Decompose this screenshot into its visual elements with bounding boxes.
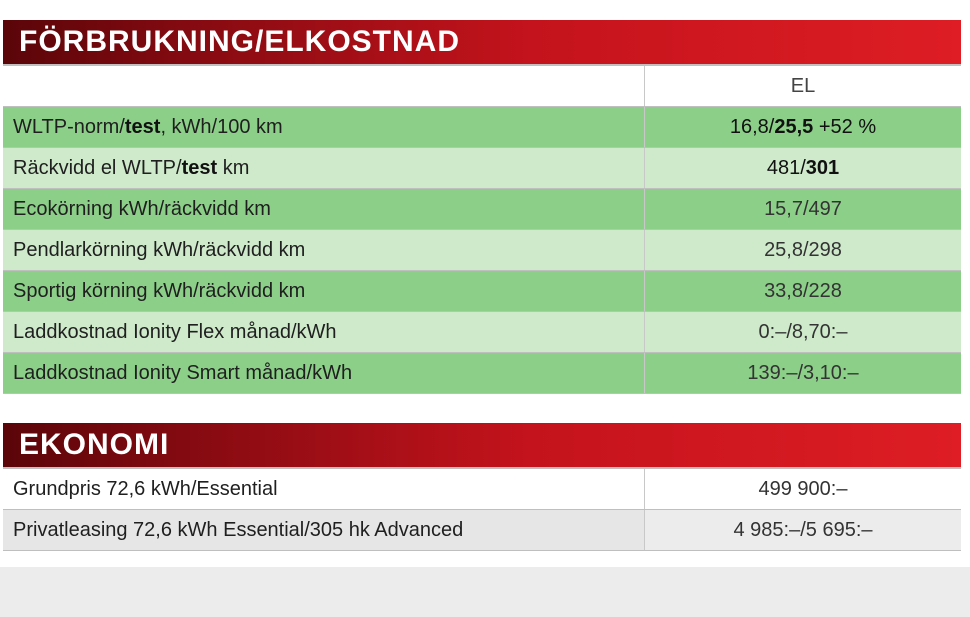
row-value-part: 481/ <box>766 156 806 179</box>
row-label: Laddkostnad Ionity Flex månad/kWh <box>3 312 644 352</box>
row-value-part: +52 % <box>813 115 877 138</box>
row-label-part: , kWh/100 km <box>160 115 283 138</box>
consumption-header <box>3 20 961 66</box>
table-row <box>3 510 961 551</box>
column-header-row <box>3 66 961 107</box>
row-value: 33,8/228 <box>644 271 961 311</box>
row-value-part: 16,8/ <box>729 115 775 138</box>
row-value: 25,8/298 <box>644 230 961 270</box>
bottom-margin <box>0 567 970 617</box>
row-label: Pendlarkörning kWh/räckvidd km <box>3 230 644 270</box>
table-row <box>3 271 961 312</box>
row-value: 0:–/8,70:– <box>644 312 961 352</box>
row-label: Privatleasing 72,6 kWh Essential/305 hk Advanced <box>13 518 464 541</box>
table-row <box>3 469 961 510</box>
row-label-part: km <box>217 156 250 179</box>
consumption-title: FÖRBRUKNING/ELKOSTNAD <box>19 25 460 58</box>
table-row <box>3 312 961 353</box>
row-label: Grundpris 72,6 kWh/Essential <box>13 477 278 500</box>
row-label-part: Räckvidd el WLTP/ <box>13 156 182 179</box>
column-header-el: EL <box>644 66 961 106</box>
row-label-part: WLTP-norm/ <box>13 115 125 138</box>
row-value <box>644 107 961 147</box>
row-value-bold: 301 <box>805 156 840 179</box>
row-label-bold: test <box>124 115 161 138</box>
table-row <box>3 189 961 230</box>
table-row <box>3 148 961 189</box>
row-value: 499 900:– <box>644 469 961 509</box>
row-value <box>644 148 961 188</box>
row-label-bold: test <box>181 156 218 179</box>
consumption-section <box>3 20 961 394</box>
economy-title: EKONOMI <box>19 428 170 461</box>
table-row <box>3 107 961 148</box>
row-label: Laddkostnad Ionity Smart månad/kWh <box>3 353 644 393</box>
row-label <box>3 148 644 188</box>
row-value: 4 985:–/5 695:– <box>644 510 961 550</box>
row-value: 15,7/497 <box>644 189 961 229</box>
economy-header <box>3 423 961 469</box>
economy-section <box>3 423 961 551</box>
table-row <box>3 230 961 271</box>
row-value: 139:–/3,10:– <box>644 353 961 393</box>
row-value-bold: 25,5 <box>774 115 814 138</box>
row-label <box>3 107 644 147</box>
table-row <box>3 353 961 394</box>
row-label: Sportig körning kWh/räckvidd km <box>3 271 644 311</box>
row-label: Ecokörning kWh/räckvidd km <box>3 189 644 229</box>
column-header-label <box>3 66 644 106</box>
